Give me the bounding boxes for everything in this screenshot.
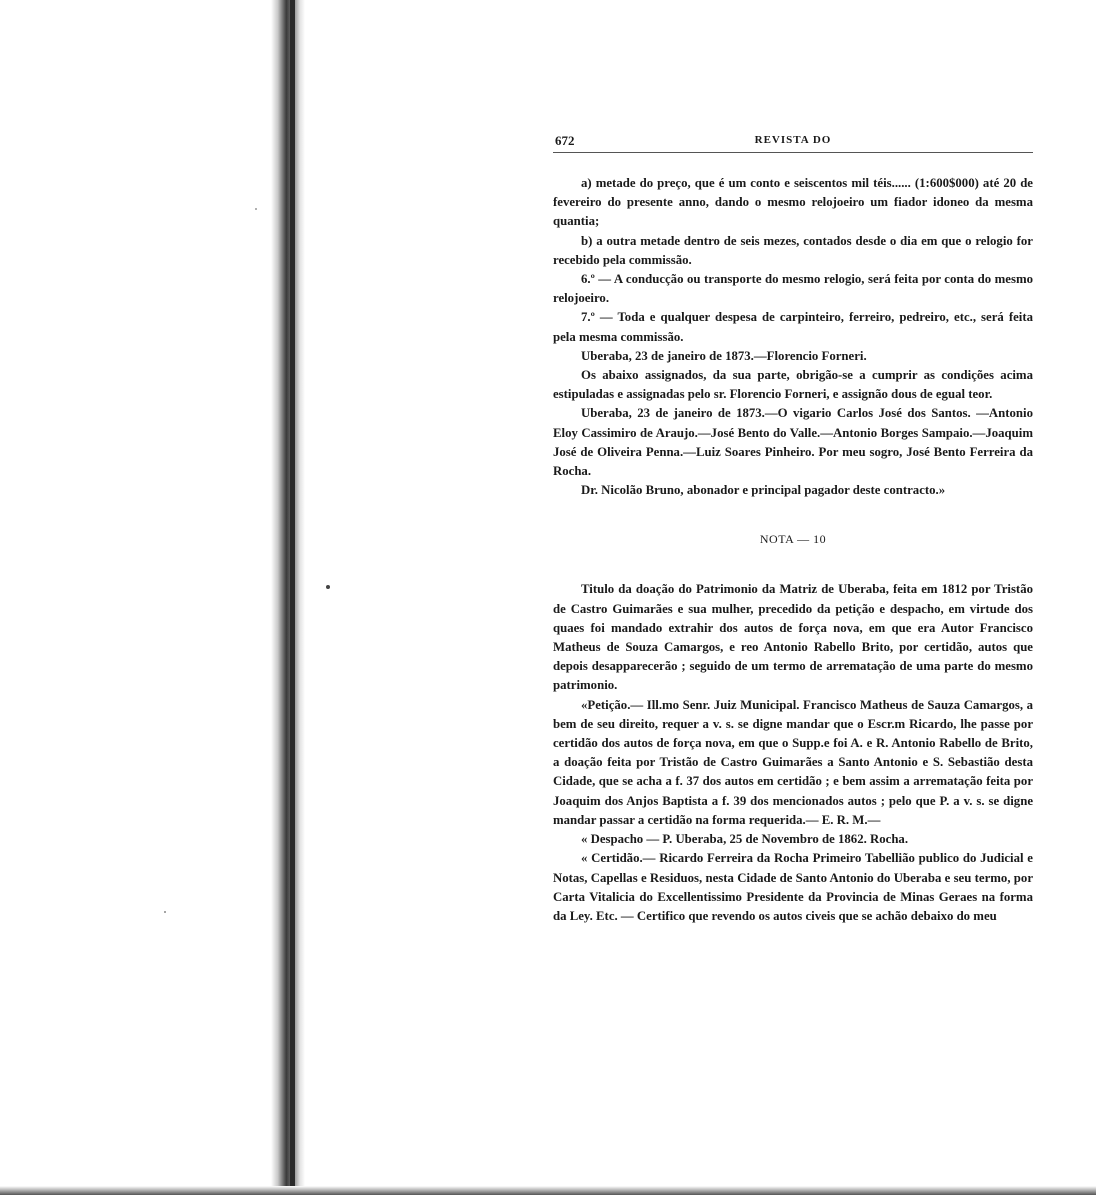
paragraph: Os abaixo assignados, da sua parte, obrigão-se a cumprir as condições acima estipuladas e assignadas pelo sr. Florencio Forneri, e assignão dous de egual teor.	[553, 368, 1033, 402]
running-head	[553, 132, 1033, 153]
paragraph: 6.º — A conducção ou transporte do mesmo relogio, será feita por conta do mesmo relojoeiro.	[553, 272, 1033, 306]
scan-speck	[164, 911, 166, 913]
running-title: REVISTA DO	[754, 134, 832, 146]
book-gutter	[271, 0, 305, 1195]
section-title: NOTA — 10	[759, 532, 827, 547]
paragraph: Uberaba, 23 de janeiro de 1873.—O vigario Carlos José dos Santos. —Antonio Eloy Cassimiro de Araujo.—José Bento do Valle.—Antonio Borges Sampaio.—Joaquim José de Oliveira Penna.—Luiz Soares Pinheiro. Por meu sogro, José Bento Ferreira da Rocha.	[553, 406, 1033, 479]
scan-speck	[326, 585, 330, 589]
book-page	[553, 132, 1033, 926]
page-bottom-edge	[0, 1186, 1096, 1195]
page-number: 672	[555, 133, 575, 148]
paragraph: « Despacho — P. Uberaba, 25 de Novembro de 1862. Rocha.	[581, 832, 909, 847]
nota-text	[553, 580, 1033, 926]
paragraph: 7.º — Toda e qualquer despesa de carpinteiro, ferreiro, pedreiro, etc., será feita pela mesma commissão.	[553, 310, 1033, 344]
paragraph: Dr. Nicolão Bruno, abonador e principal pagador deste contracto.»	[581, 483, 946, 498]
paragraph: Uberaba, 23 de janeiro de 1873.—Florencio Forneri.	[581, 348, 867, 363]
book-spine-shadow	[290, 0, 295, 1195]
paragraph: Titulo da doação do Patrimonio da Matriz de Uberaba, feita em 1812 por Tristão de Castro Guimarães e sua mulher, precedido da petição e despacho, em virtude dos quaes foi mandado extrahir dos autos de força nova, em que era Autor Francisco Matheus de Souza Camargos, e reo Antonio Rabello Brito, por certidão, autos que depois desapparecerão ; seguido de um termo de arrematação de uma parte do mesmo patrimonio.	[553, 582, 1033, 693]
paragraph: « Certidão.— Ricardo Ferreira da Rocha Primeiro Tabellião publico do Judicial e Notas, Capellas e Residuos, nesta Cidade de Santo Antonio do Uberaba e seu termo, por Carta Vitalicia do Excellentissimo Presidente da Provincia de Minas Geraes na forma da Ley. Etc. — Certifico que revendo os autos civeis que se achão debaixo do meu	[553, 851, 1033, 923]
paragraph: a) metade do preço, que é um conto e seiscentos mil téis...... (1:600$000) até 20 de fevereiro do presente anno, dando o mesmo relojoeiro um fiador idoneo da mesma quantia;	[553, 176, 1033, 229]
contract-text	[553, 174, 1033, 500]
scan-speck	[255, 208, 257, 210]
paragraph: b) a outra metade dentro de seis mezes, contados desde o dia em que o relogio for recebido pela commissão.	[553, 233, 1033, 267]
paragraph: «Petição.— Ill.mo Senr. Juiz Municipal. Francisco Matheus de Sauza Camargos, a bem de seu direito, requer a v. s. se digne mandar que o Escr.m Ricardo, lhe passe por certidão dos autos de força nova, em que o Supp.e foi A. e R. Antonio Rabello de Brito, a doação feita por Tristão de Castro Guimarães a Santo Antonio e S. Sebastião desta Cidade, que se acha a f. 37 dos autos em certidão ; e bem assim a arrematação feita por Joaquim dos Anjos Baptista a f. 39 dos mencionados autos ; pelo que P. a v. s. se digne mandar passar a certidão na forma requerida.— E. R. M.—	[553, 697, 1033, 827]
